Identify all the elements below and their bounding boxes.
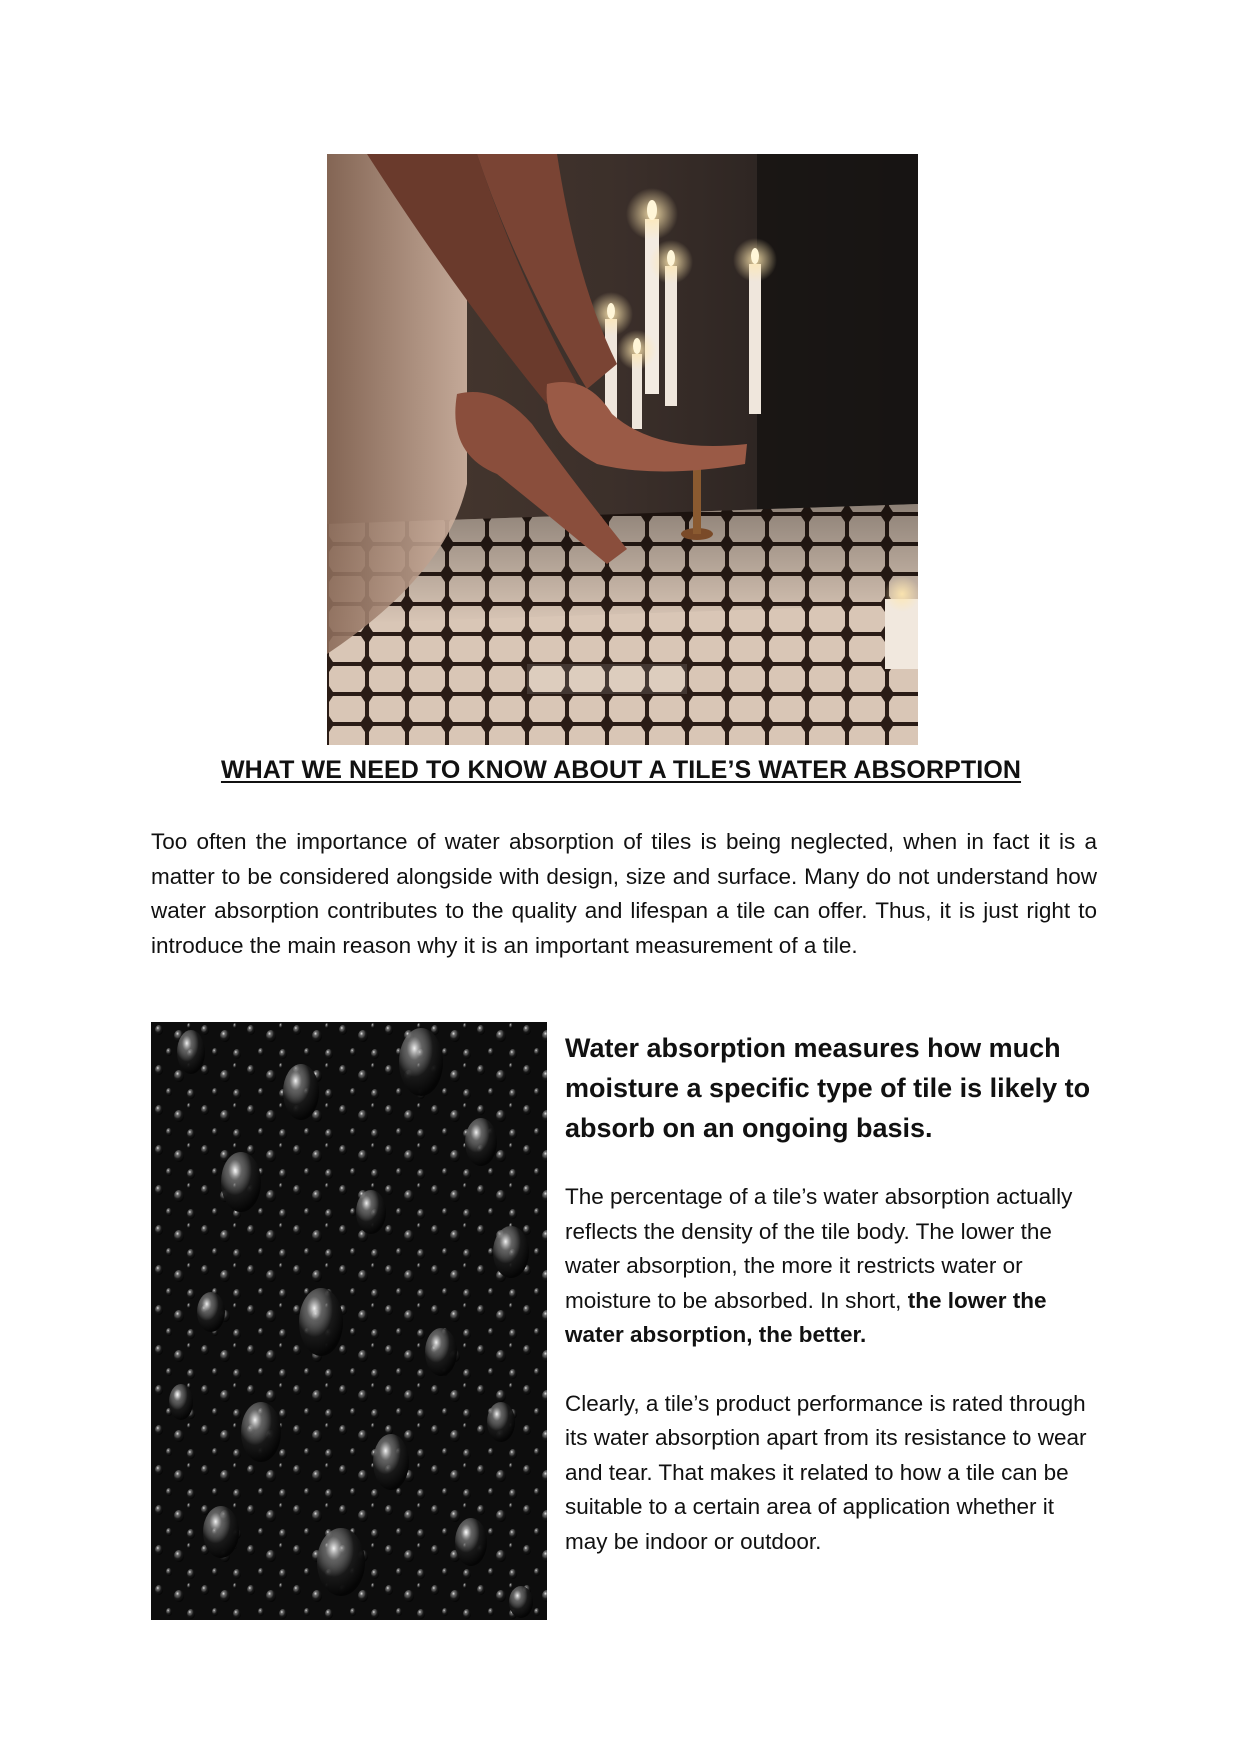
performance-paragraph: Clearly, a tile’s product performance is rated through its water absorption apart from its resistance to wear and tear. That makes it related to how a tile can be suitable to a certain area of application whether it may be indoor or outdoor. xyxy=(565,1390,1087,1554)
page-title: WHAT WE NEED TO KNOW ABOUT A TILE’S WATER ABSORPTION xyxy=(220,756,1022,784)
intro-paragraph: Too often the importance of water absorption of tiles is being neglected, when in fact it is a matter to be considered alongside with design, size and surface. Many do not understand how water absorption contributes to the quality and lifespan a tile can offer. Thus, it is just right to introduce the main reason why it is an important measurement of a tile. xyxy=(151,829,1097,958)
lead-statement: Water absorption measures how much moisture a specific type of tile is likely to absorb on an ongoing basis. xyxy=(565,1033,1091,1143)
water-droplets-photo xyxy=(151,1022,547,1620)
density-paragraph xyxy=(565,1180,1098,1353)
bathroom-candles-photo xyxy=(327,154,918,745)
right-text-column xyxy=(565,1028,1098,1559)
density-paragraph-bold: the lower the water absorption, the better. xyxy=(565,1287,1047,1347)
density-paragraph-text: The percentage of a tile’s water absorption actually reflects the density of the tile body. The lower the water absorption, the more it restricts water or moisture to be absorbed. In short, xyxy=(565,1184,1073,1313)
